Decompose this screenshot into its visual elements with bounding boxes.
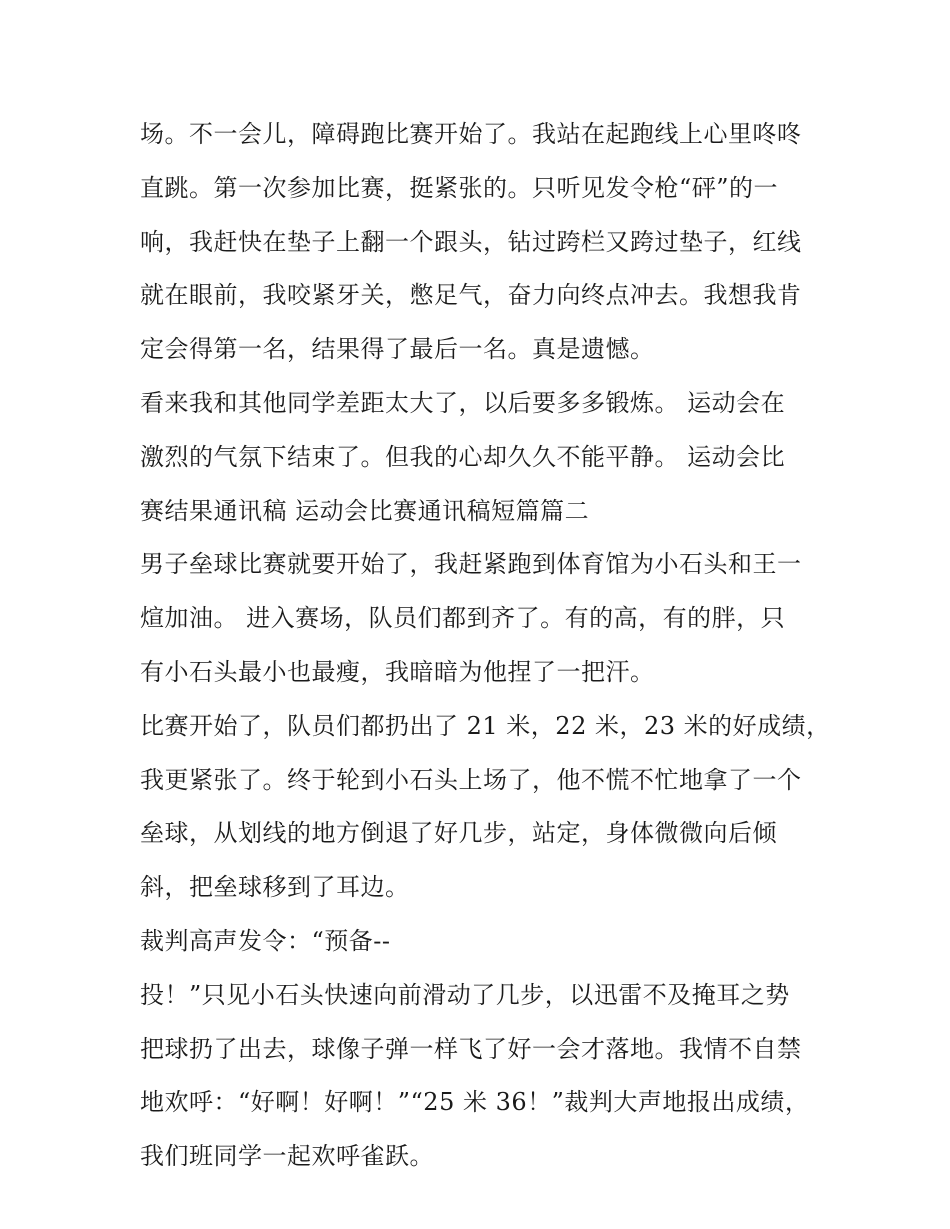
text-line: 激烈的气氛下结束了。但我的心却久久不能平静。 运动会比 [140,442,786,471]
text-line: 场。不一会儿，障碍跑比赛开始了。我站在起跑线上心里咚咚 [140,120,802,148]
text-line: 响，我赶快在垫子上翻一个跟头，钻过跨栏又跨过垫子，红线 [140,227,802,256]
text-line: 地欢呼：“好啊！好啊！”“25 米 36！”裁判大声地报出成绩， [140,1088,810,1117]
text-line: 我们班同学一起欢呼雀跃。 [140,1142,434,1171]
text-line: 就在眼前，我咬紧牙关，憋足气，奋力向终点冲去。我想我肯 [140,281,802,310]
text-line: 斜，把垒球移到了耳边。 [140,873,410,902]
text-line: 投！”只见小石头快速向前滑动了几步，以迅雷不及掩耳之势 [140,980,790,1009]
text-line: 把球扔了出去，球像子弹一样飞了好一会才落地。我情不自禁 [140,1034,802,1063]
text-line: 看来我和其他同学差距太大了，以后要多多锻炼。 运动会在 [140,388,786,417]
text-line: 有小石头最小也最瘦，我暗暗为他捏了一把汗。 [140,657,655,686]
text-line: 比赛开始了，队员们都扔出了 21 米，22 米，23 米的好成绩， [140,711,831,740]
text-line: 男子垒球比赛就要开始了，我赶紧跑到体育馆为小石头和王一 [140,550,802,579]
text-line: 煊加油。 进入赛场，队员们都到齐了。有的高，有的胖，只 [140,604,786,633]
text-line: 定会得第一名，结果得了最后一名。真是遗憾。 [140,335,655,364]
text-line: 我更紧张了。终于轮到小石头上场了，他不慌不忙地拿了一个 [140,765,802,794]
text-line: 垒球，从划线的地方倒退了好几步，站定，身体微微向后倾 [140,819,777,848]
document-body [140,108,831,1184]
text-line: 赛结果通讯稿 运动会比赛通讯稿短篇篇二 [140,496,590,525]
text-line: 裁判高声发令：“预备-- [140,926,391,955]
text-line: 直跳。第一次参加比赛，挺紧张的。只听见发令枪“砰”的一 [140,173,779,202]
